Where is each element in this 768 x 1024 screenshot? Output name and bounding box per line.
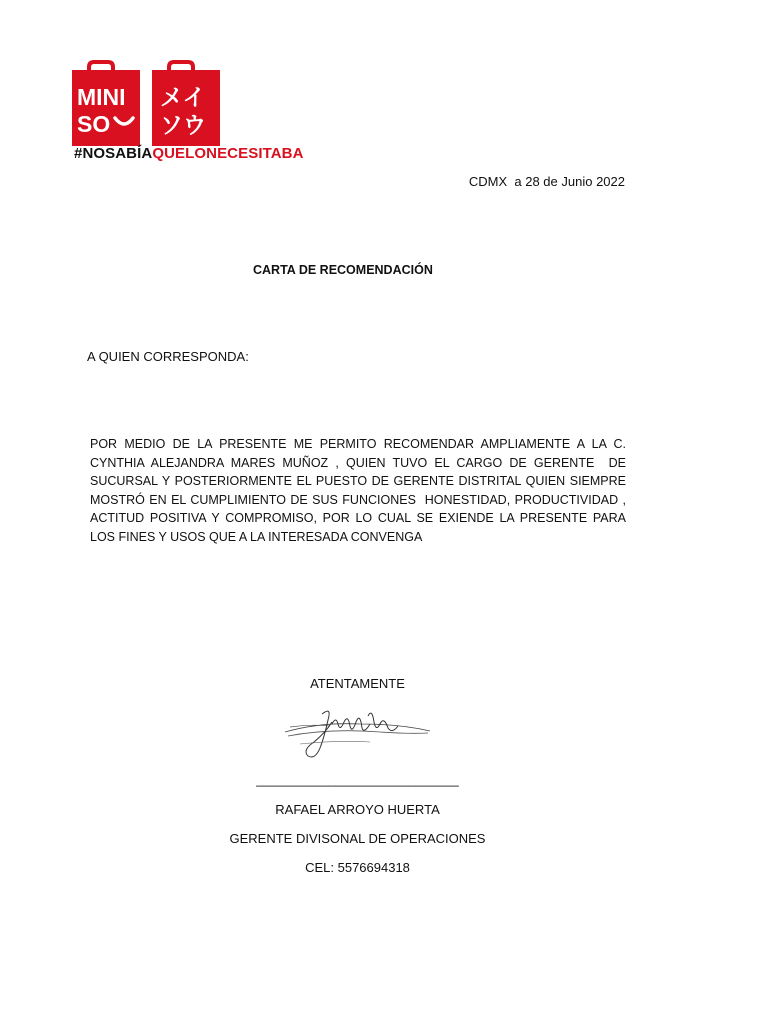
logo-japanese-line2: ソウ (160, 113, 206, 139)
hashtag-black-part: #NOSABÍA (74, 145, 153, 162)
miniso-bag-right (152, 62, 220, 146)
handwritten-signature (280, 704, 435, 764)
letter-body: POR MEDIO DE LA PRESENTE ME PERMITO RECOMENDAR AMPLIAMENTE A LA C. CYNTHIA ALEJANDRA MARES MUÑOZ , QUIEN TUVO EL CARGO DE GERENTE DE SUCURSAL Y POSTERIORMENTE EL PUESTO DE GERENTE DISTRITAL QUIEN SIEMPRE MOSTRÓ EN EL CUMPLIMIENTO DE SUS FUNCIONES HONESTIDAD, PRODUCTIVIDAD , ACTITUD POSITIVA Y COMPROMISO, POR LO CUAL SE EXIENDE LA PRESENTE PARA LOS FINES Y USOS QUE A LA INTERESADA CONVENGA (90, 437, 630, 544)
signature-line: ____________________________ (256, 772, 459, 787)
letter-date: CDMX a 28 de Junio 2022 (468, 174, 625, 189)
signer-position: GERENTE DIVISONAL DE OPERACIONES (229, 831, 486, 846)
closing-text: ATENTAMENTE (310, 676, 405, 691)
hashtag-red-part: QUELONECESITABA (152, 145, 304, 162)
logo-latin-line1: MINI (77, 84, 126, 110)
miniso-bag-left (72, 62, 140, 146)
letter-salutation: A QUIEN CORRESPONDA: (87, 349, 249, 364)
signer-phone: CEL: 5576694318 (305, 860, 410, 875)
logo-latin-line2: SO (77, 111, 111, 137)
miniso-logo (72, 60, 232, 146)
signer-name: RAFAEL ARROYO HUERTA (275, 802, 440, 817)
hashtag-slogan (74, 145, 304, 162)
logo-japanese-line1: メイ (160, 85, 206, 111)
letter-title: CARTA DE RECOMENDACIÓN (253, 263, 433, 277)
